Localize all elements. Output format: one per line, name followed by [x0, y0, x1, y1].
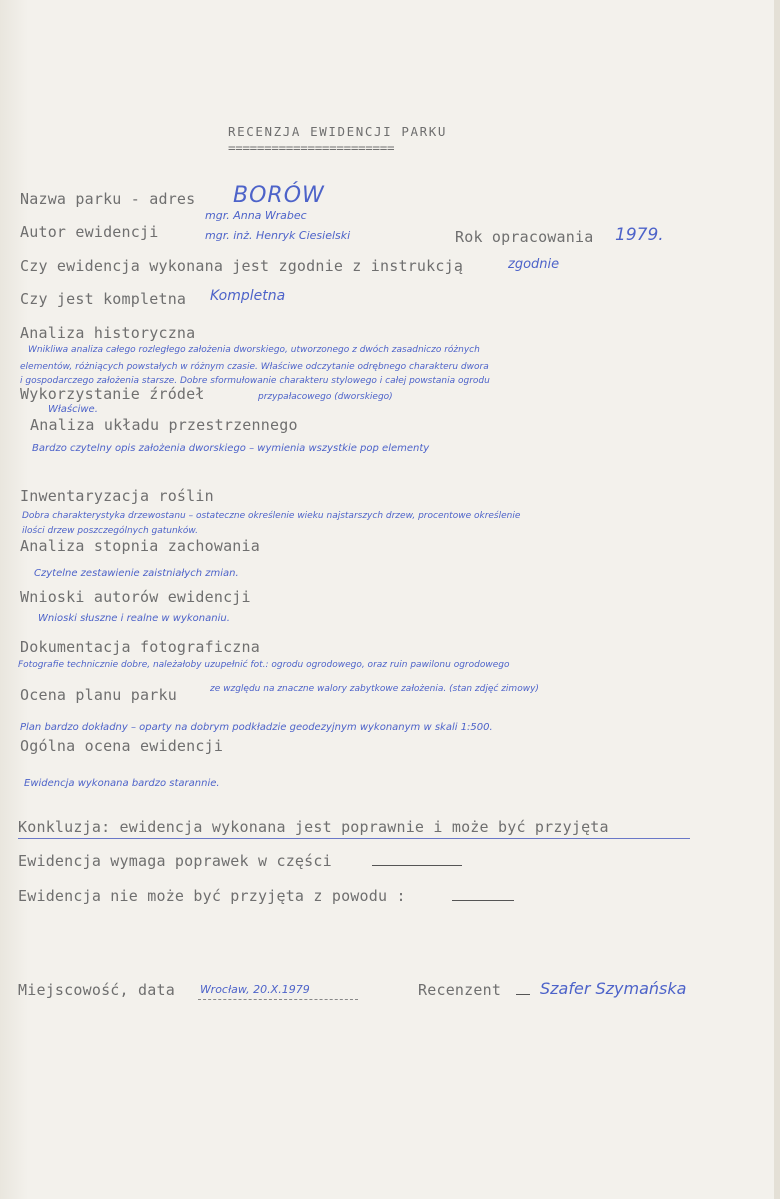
document-title: RECENZJA EWIDENCJI PARKU: [228, 124, 448, 139]
hw-signature: Szafer Szymańska: [540, 979, 687, 998]
title-underline: =======================: [228, 140, 395, 155]
hw-wykorzystanie: Właściwe.: [48, 404, 98, 415]
hw-wnioski: Wnioski słuszne i realne w wykonaniu.: [38, 613, 230, 624]
label-kompletna: Czy jest kompletna: [20, 290, 187, 308]
label-czy-zgodna: Czy ewidencja wykonana jest zgodnie z instrukcją: [20, 257, 464, 275]
hw-stopien: Czytelne zestawienie zaistniałych zmian.: [34, 568, 239, 579]
hw-uklad: Bardzo czytelny opis założenia dworskiego – wymienia wszystkie pop elementy: [32, 443, 430, 454]
label-wnioski: Wnioski autorów ewidencji: [20, 588, 251, 606]
label-konkluzja: Konkluzja: ewidencja wykonana jest poprawnie i może być przyjęta: [18, 818, 609, 836]
hw-hist-line-4: przypałacowego (dworskiego): [258, 392, 393, 402]
hw-hist-line-2: elementów, różniących powstałych w różnym czasie. Właściwe odczytanie odrębnego charakteru dwora: [20, 362, 489, 372]
label-autor: Autor ewidencji: [20, 223, 159, 241]
hw-year: 1979.: [615, 225, 664, 245]
label-miejscowosc: Miejscowość, data: [18, 981, 175, 999]
hw-hist-line-1: Wnikliwa analiza całego rozległego założenia dworskiego, utworzonego z dwóch zasadniczo różnych: [28, 345, 480, 355]
hw-inw-line-1: Dobra charakterystyka drzewostanu – ostateczne określenie wieku najstarszych drzew, procentowe określenie: [22, 511, 521, 521]
label-nie-moze: Ewidencja nie może być przyjęta z powodu :: [18, 887, 406, 905]
label-nazwa: Nazwa parku - adres: [20, 190, 196, 208]
label-inwentaryzacja: Inwentaryzacja roślin: [20, 487, 214, 505]
hw-fot-line-2: ze względu na znaczne walory zabytkowe założenia. (stan zdjęć zimowy): [210, 684, 539, 694]
label-wykorzystanie: Wykorzystanie źródeł: [20, 385, 205, 403]
hw-plan: Plan bardzo dokładny – oparty na dobrym podkładzie geodezyjnym wykonanym w skali 1:500.: [20, 722, 493, 733]
hw-fot-line-1: Fotografie technicznie dobre, należałoby uzupełnić fot.: ogrodu ogrodowego, oraz ruin pawilonu ogrodowego: [18, 660, 510, 670]
recenzent-dash: [516, 994, 530, 995]
label-ogolna-ocena: Ogólna ocena ewidencji: [20, 737, 224, 755]
label-recenzent: Recenzent: [418, 981, 502, 999]
hw-kompletna: Kompletna: [210, 288, 286, 304]
label-stopien-zachowania: Analiza stopnia zachowania: [20, 537, 260, 555]
nie-moze-blank-line: [452, 900, 514, 901]
konkluzja-underline: [18, 838, 690, 839]
hw-author-1: mgr. Anna Wrabec: [205, 209, 307, 222]
hw-inw-line-2: ilości drzew poszczególnych gatunków.: [22, 526, 199, 536]
hw-zgodna: zgodnie: [508, 257, 560, 272]
hw-date: Wrocław, 20.X.1979: [200, 983, 310, 996]
label-ocena-planu: Ocena planu parku: [20, 686, 177, 704]
hw-author-2: mgr. inż. Henryk Ciesielski: [205, 229, 351, 242]
hw-hist-line-3: i gospodarczego założenia starsze. Dobre sformułowanie charakteru stylowego i całej powstania ogrodu: [20, 376, 490, 386]
paper-edge: [774, 0, 780, 1199]
label-analiza-historyczna: Analiza historyczna: [20, 324, 196, 342]
hw-ogolna: Ewidencja wykonana bardzo starannie.: [24, 778, 220, 789]
poprawki-blank-line: [372, 865, 462, 866]
date-underline: [198, 999, 358, 1000]
label-analiza-ukladu: Analiza układu przestrzennego: [30, 416, 298, 434]
label-poprawki: Ewidencja wymaga poprawek w części: [18, 852, 332, 870]
label-dokumentacja: Dokumentacja fotograficzna: [20, 638, 260, 656]
hw-park-name: BORÓW: [233, 183, 325, 208]
label-rok: Rok opracowania: [455, 228, 594, 246]
